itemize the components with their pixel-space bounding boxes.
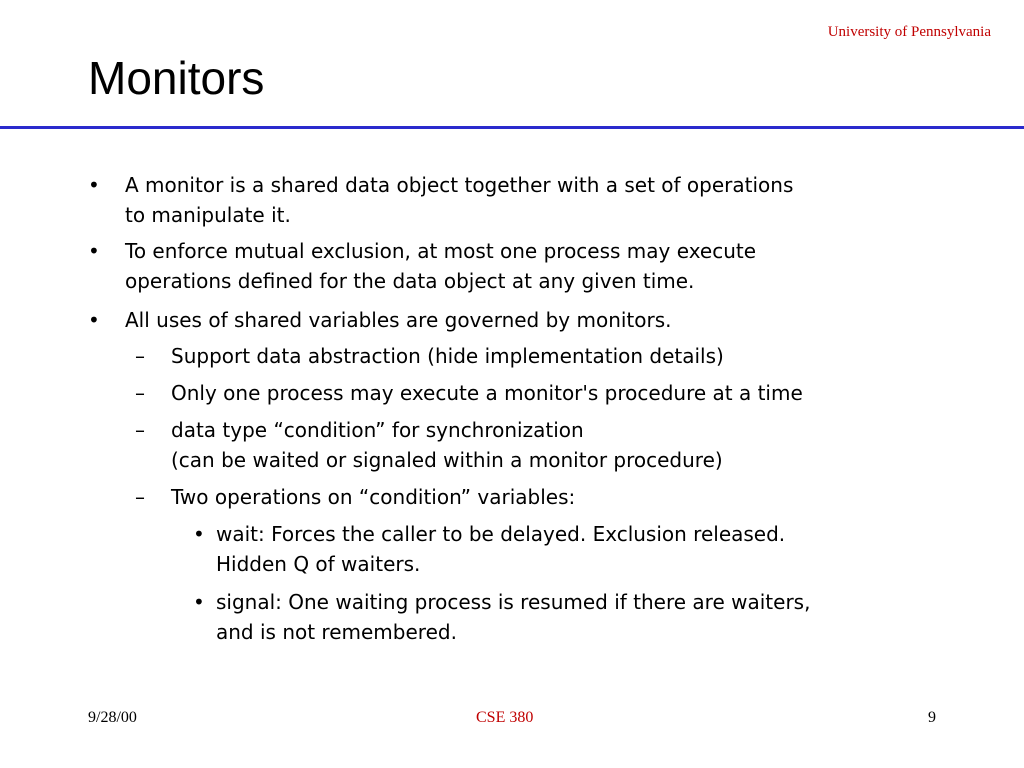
footer-page-number: 9	[928, 709, 936, 726]
sub-bullet-marker: –	[135, 344, 145, 368]
sub-sub-bullet-1-line-1: wait: Forces the caller to be delayed. Exclusion released.	[216, 522, 786, 546]
sub-sub-bullet-marker: •	[193, 522, 205, 546]
slide-title: Monitors	[88, 52, 265, 104]
sub-bullet-2-line-1: Only one process may execute a monitor's procedure at a time	[171, 381, 803, 405]
footer-date: 9/28/00	[88, 709, 137, 726]
sub-sub-bullet-marker: •	[193, 590, 205, 614]
bullet-marker: •	[88, 239, 100, 263]
bullet-2-line-1: To enforce mutual exclusion, at most one process may execute	[125, 239, 757, 263]
sub-bullet-marker: –	[135, 418, 145, 442]
footer-course: CSE 380	[476, 709, 534, 726]
sub-bullet-marker: –	[135, 381, 145, 405]
sub-sub-bullet-1-line-2: Hidden Q of waiters.	[216, 552, 421, 576]
bullet-3-line-1: All uses of shared variables are governed by monitors.	[125, 308, 672, 332]
sub-bullet-1-line-1: Support data abstraction (hide implementation details)	[171, 344, 724, 368]
bullet-marker: •	[88, 173, 100, 197]
bullet-1-line-1: A monitor is a shared data object together with a set of operations	[125, 173, 794, 197]
bullet-1-line-2: to manipulate it.	[125, 203, 291, 227]
sub-bullet-3-line-2: (can be waited or signaled within a monitor procedure)	[171, 448, 723, 472]
sub-bullet-marker: –	[135, 485, 145, 509]
bullet-2-line-2: operations defined for the data object at any given time.	[125, 269, 695, 293]
header-organization: University of Pennsylvania	[827, 24, 991, 40]
sub-bullet-3-line-1: data type “condition” for synchronization	[171, 418, 584, 442]
sub-sub-bullet-2-line-2: and is not remembered.	[216, 620, 457, 644]
sub-sub-bullet-2-line-1: signal: One waiting process is resumed if there are waiters,	[216, 590, 811, 614]
sub-bullet-4-line-1: Two operations on “condition” variables:	[171, 485, 576, 509]
bullet-marker: •	[88, 308, 100, 332]
title-divider	[0, 126, 1024, 129]
